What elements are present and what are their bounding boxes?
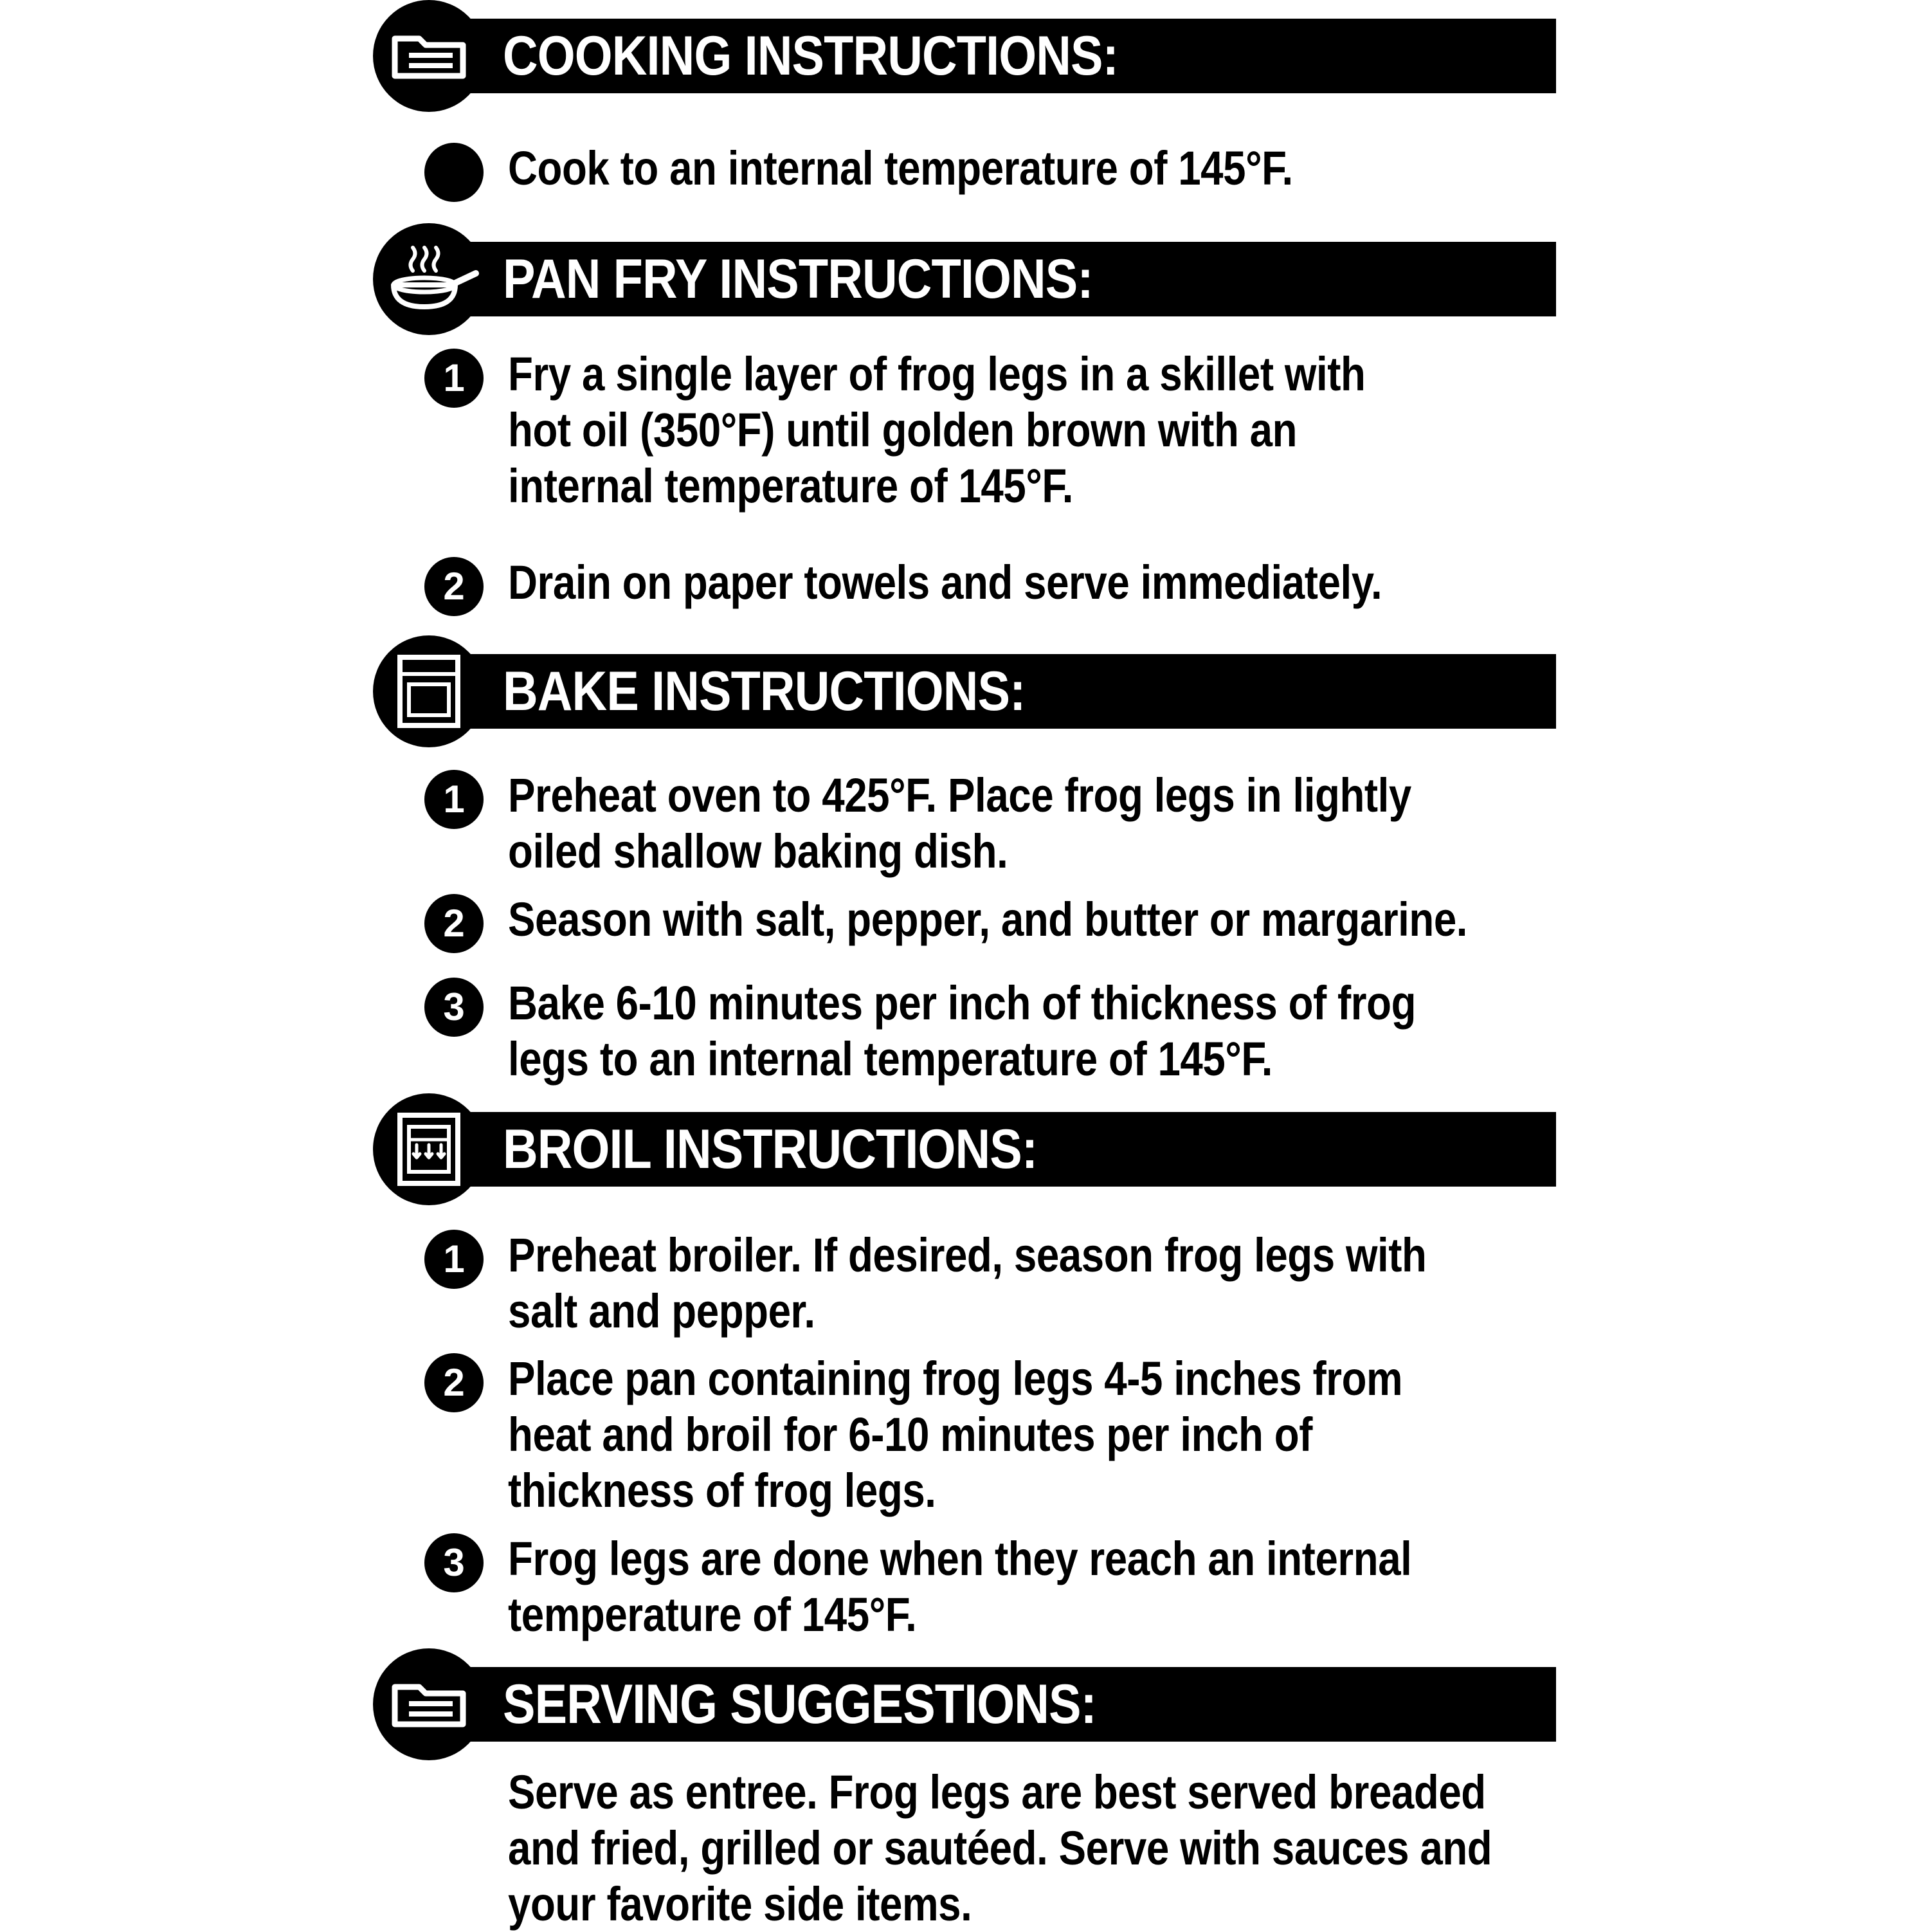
section-title: SERVING SUGGESTIONS: [503, 1673, 1096, 1735]
section-title: COOKING INSTRUCTIONS: [503, 25, 1118, 87]
serving-line: Serve as entree. Frog legs are best served breaded [508, 1765, 1486, 1819]
cooking-note-text: Cook to an internal temperature of 145°F. [508, 141, 1293, 195]
recipe-card-icon [373, 0, 485, 112]
step-number-badge: 2 [424, 557, 484, 616]
step-line: Fry a single layer of frog legs in a skillet with [508, 347, 1366, 401]
bullet-dot [424, 143, 484, 202]
cooking-instructions-header [373, 0, 1556, 112]
serving-line: your favorite side items. [508, 1877, 972, 1931]
step-line: hot oil (350°F) until golden brown with an [508, 403, 1298, 457]
section-title: BAKE INSTRUCTIONS: [503, 661, 1026, 722]
step-line: heat and broil for 6-10 minutes per inch of [508, 1408, 1312, 1461]
step-number-badge: 1 [424, 770, 484, 829]
step-line: salt and pepper. [508, 1284, 815, 1338]
bake-instructions-header [373, 635, 1556, 747]
broiler-icon [373, 1093, 485, 1205]
step-text [508, 975, 1448, 1087]
pan-fry-instructions-header [373, 223, 1556, 335]
step-line: Season with salt, pepper, and butter or margarine. [508, 893, 1468, 946]
recipe-card-icon [373, 1648, 485, 1760]
frying-pan-icon [373, 223, 485, 335]
oven-icon [373, 635, 485, 747]
step-line: Preheat oven to 425°F. Place frog legs in lightly [508, 769, 1411, 822]
serving-suggestions-text [508, 1764, 1492, 1932]
step-number-badge: 3 [424, 978, 484, 1037]
step-number-badge: 1 [424, 1230, 484, 1289]
step-line: legs to an internal temperature of 145°F. [508, 1032, 1273, 1086]
step-text [508, 346, 1448, 514]
step-number-badge: 2 [424, 1353, 484, 1412]
step-text [508, 1531, 1448, 1643]
step-text [508, 554, 1448, 610]
step-line: Frog legs are done when they reach an internal [508, 1532, 1412, 1585]
step-line: oiled shallow baking dish. [508, 825, 1008, 878]
step-line: internal temperature of 145°F. [508, 459, 1074, 513]
serving-suggestions-header [373, 1648, 1556, 1760]
section-title: PAN FRY INSTRUCTIONS: [503, 248, 1093, 310]
step-number-badge: 1 [424, 349, 484, 408]
broil-instructions-header [373, 1093, 1556, 1205]
section-title: BROIL INSTRUCTIONS: [503, 1118, 1038, 1180]
step-line: temperature of 145°F. [508, 1588, 917, 1641]
step-line: Bake 6-10 minutes per inch of thickness of frog [508, 976, 1417, 1030]
step-line: Place pan containing frog legs 4-5 inches from [508, 1352, 1403, 1405]
serving-line: and fried, grilled or sautéed. Serve with sauces and [508, 1821, 1492, 1875]
step-number-badge: 2 [424, 894, 484, 953]
step-line: thickness of frog legs. [508, 1464, 936, 1517]
step-text [508, 1351, 1448, 1518]
step-line: Drain on paper towels and serve immediately. [508, 556, 1382, 609]
step-line: Preheat broiler. If desired, season frog legs with [508, 1228, 1427, 1282]
step-number-badge: 3 [424, 1533, 484, 1592]
step-text [508, 767, 1448, 879]
step-text [508, 1227, 1448, 1339]
step-text [508, 891, 1468, 947]
